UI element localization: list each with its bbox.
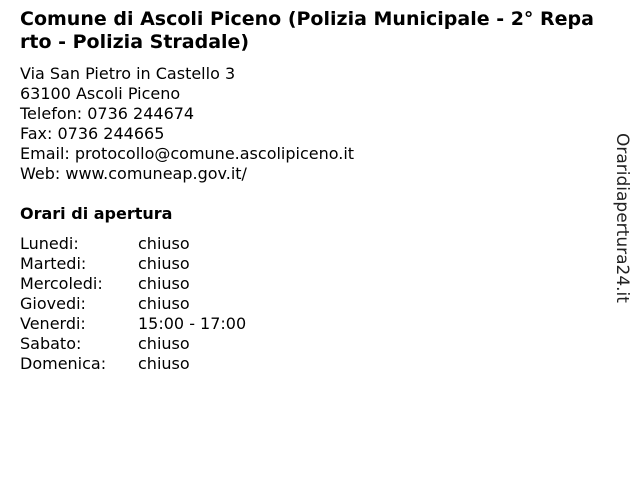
site-brand-vertical — [612, 133, 634, 311]
office-title: Comune di Ascoli Piceno (Polizia Municipale - 2° Reparto - Polizia Stradale) — [20, 8, 594, 53]
opening-hours-table — [20, 234, 246, 374]
contact-block — [20, 64, 354, 184]
day-hours: chiuso — [138, 354, 190, 373]
day-label: Giovedi: — [20, 294, 86, 313]
day-hours: 15:00 - 17:00 — [138, 314, 247, 333]
hours-row-sunday — [20, 354, 246, 374]
phone-line: Telefon: 0736 244674 — [20, 104, 195, 123]
hours-row-saturday — [20, 334, 246, 354]
opening-hours-heading: Orari di apertura — [20, 204, 173, 223]
day-hours: chiuso — [138, 234, 190, 253]
fax-line: Fax: 0736 244665 — [20, 124, 165, 143]
day-label: Mercoledi: — [20, 274, 103, 293]
hours-row-thursday — [20, 294, 246, 314]
day-label: Venerdi: — [20, 314, 86, 333]
day-label: Sabato: — [20, 334, 82, 353]
day-hours: chiuso — [138, 294, 190, 313]
day-label: Domenica: — [20, 354, 107, 373]
email-line[interactable]: Email: protocollo@comune.ascolipiceno.it — [20, 144, 355, 163]
hours-row-monday — [20, 234, 246, 254]
street-address: Via San Pietro in Castello 3 — [20, 64, 236, 83]
day-hours: chiuso — [138, 334, 190, 353]
hours-row-friday — [20, 314, 246, 334]
site-brand-text: Oraridiapertura24.it — [612, 133, 632, 303]
city-address: 63100 Ascoli Piceno — [20, 84, 181, 103]
website-line[interactable]: Web: www.comuneap.gov.it/ — [20, 164, 247, 183]
day-hours: chiuso — [138, 274, 190, 293]
day-label: Lunedi: — [20, 234, 79, 253]
hours-row-wednesday — [20, 274, 246, 294]
day-label: Martedi: — [20, 254, 87, 273]
hours-row-tuesday — [20, 254, 246, 274]
day-hours: chiuso — [138, 254, 190, 273]
